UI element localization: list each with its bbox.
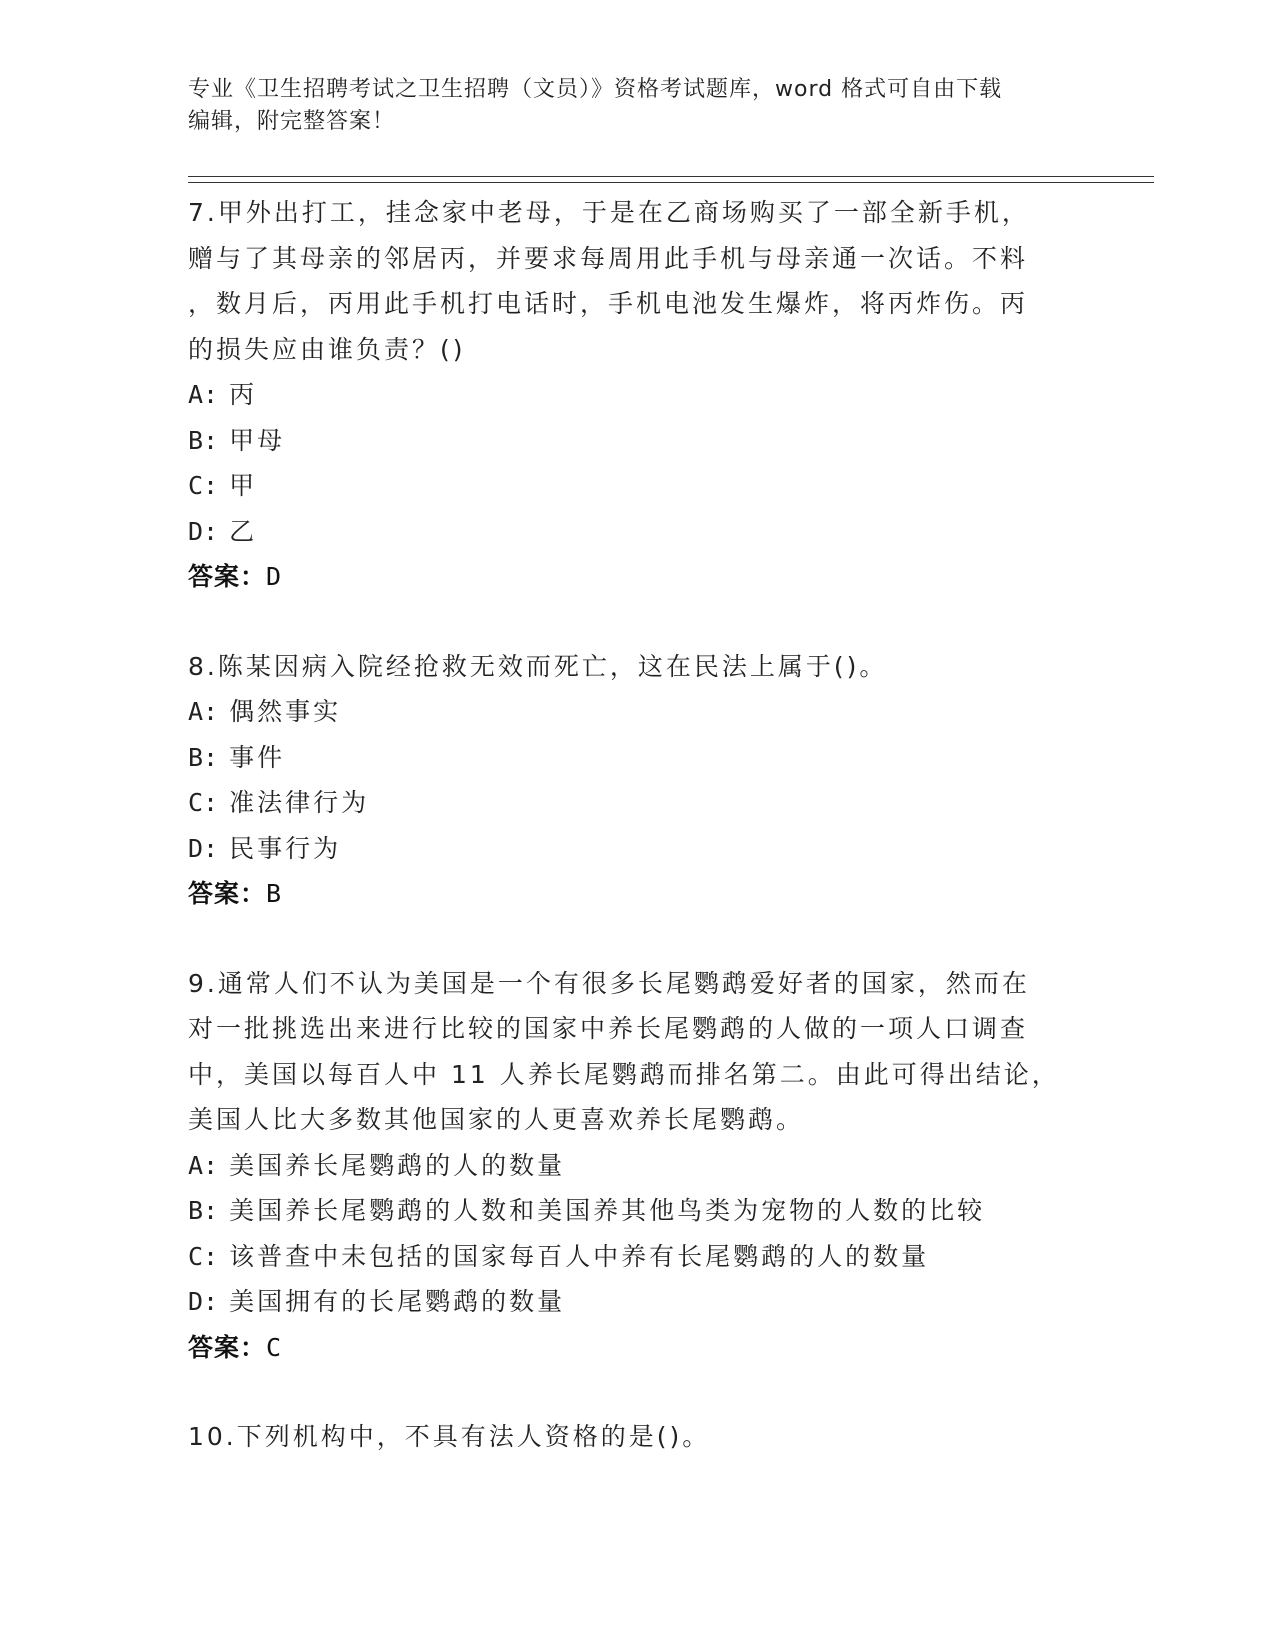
answer-line <box>188 1325 1068 1371</box>
option-key: C: <box>188 788 219 817</box>
document-header <box>188 74 1068 138</box>
question-9-text <box>188 961 1068 1143</box>
option-text: 甲 <box>229 471 258 500</box>
option-c <box>188 1234 1068 1280</box>
option-key: A: <box>188 697 219 726</box>
question-text-line: 10.下列机构中，不具有法人资格的是()。 <box>188 1422 711 1451</box>
question-text-line: 赠与了其母亲的邻居丙，并要求每周用此手机与母亲通一次话。不料 <box>188 243 1029 273</box>
answer-value: B <box>266 879 283 908</box>
question-10 <box>188 1414 1068 1460</box>
question-spacer <box>188 600 1068 644</box>
question-7-text <box>188 190 1068 372</box>
question-text-line: 对一批挑选出来进行比较的国家中养长尾鹦鹉的人做的一项人口调查 <box>188 1014 1029 1043</box>
question-8 <box>188 644 1068 917</box>
question-7 <box>188 190 1068 600</box>
option-c <box>188 463 1068 509</box>
option-text: 准法律行为 <box>229 788 370 817</box>
question-list <box>188 190 1068 1460</box>
question-text-line: 美国人比大多数其他国家的人更喜欢养长尾鹦鹉。 <box>188 1105 805 1134</box>
option-d <box>188 509 1068 555</box>
option-a <box>188 1143 1068 1189</box>
question-text-line: 7.甲外出打工，挂念家中老母，于是在乙商场购买了一部全新手机， <box>188 198 1030 227</box>
option-key: A: <box>188 1150 219 1180</box>
option-text: 民事行为 <box>229 833 342 863</box>
option-d <box>188 826 1068 872</box>
answer-line <box>188 871 1068 917</box>
option-text: 偶然事实 <box>229 697 342 726</box>
question-spacer <box>188 1370 1068 1414</box>
option-key: B: <box>188 425 219 455</box>
answer-label: 答案： <box>188 562 267 591</box>
option-key: A: <box>188 380 219 409</box>
option-text: 事件 <box>229 742 286 772</box>
option-text: 甲母 <box>229 425 286 455</box>
option-text: 该普查中未包括的国家每百人中养有长尾鹦鹉的人的数量 <box>229 1241 930 1271</box>
option-key: D: <box>188 833 219 863</box>
option-text: 乙 <box>229 516 258 546</box>
answer-value: C <box>266 1332 283 1362</box>
option-key: B: <box>188 1196 219 1225</box>
header-line-2: 编辑，附完整答案！ <box>188 109 396 134</box>
header-divider-bottom <box>188 182 1154 183</box>
option-text: 美国养长尾鹦鹉的人的数量 <box>229 1150 566 1180</box>
question-spacer <box>188 917 1068 961</box>
header-line-1: 专业《卫生招聘考试之卫生招聘（文员）》资格考试题库，word 格式可自由下载 <box>188 77 1003 102</box>
question-text-line: 8.陈某因病入院经抢救无效而死亡，这在民法上属于()。 <box>188 651 888 681</box>
option-b <box>188 1188 1068 1234</box>
option-key: C: <box>188 1241 219 1271</box>
question-8-text <box>188 644 1068 690</box>
answer-label: 答案： <box>188 1332 267 1362</box>
question-text-line: 中，美国以每百人中 11 人养长尾鹦鹉而排名第二。由此可得出结论， <box>188 1059 1060 1089</box>
question-9 <box>188 961 1068 1371</box>
option-text: 美国养长尾鹦鹉的人数和美国养其他鸟类为宠物的人数的比较 <box>229 1196 986 1225</box>
question-10-text <box>188 1414 1068 1460</box>
option-key: D: <box>188 1287 219 1316</box>
option-d <box>188 1279 1068 1325</box>
option-b <box>188 735 1068 781</box>
option-key: B: <box>188 742 219 772</box>
option-a <box>188 689 1068 735</box>
option-key: C: <box>188 471 219 500</box>
option-key: D: <box>188 516 219 546</box>
question-text-line: 9.通常人们不认为美国是一个有很多长尾鹦鹉爱好者的国家，然而在 <box>188 968 1030 998</box>
option-a <box>188 372 1068 418</box>
answer-value: D <box>266 562 283 591</box>
option-c <box>188 780 1068 826</box>
option-b <box>188 418 1068 464</box>
option-text: 丙 <box>229 380 258 409</box>
answer-label: 答案： <box>188 879 267 908</box>
question-text-line: 的损失应由谁负责？() <box>188 334 466 364</box>
answer-line <box>188 554 1068 600</box>
option-text: 美国拥有的长尾鹦鹉的数量 <box>229 1287 566 1316</box>
question-text-line: ，数月后，丙用此手机打电话时，手机电池发生爆炸，将丙炸伤。丙 <box>188 289 1029 318</box>
header-divider-top <box>188 176 1154 177</box>
